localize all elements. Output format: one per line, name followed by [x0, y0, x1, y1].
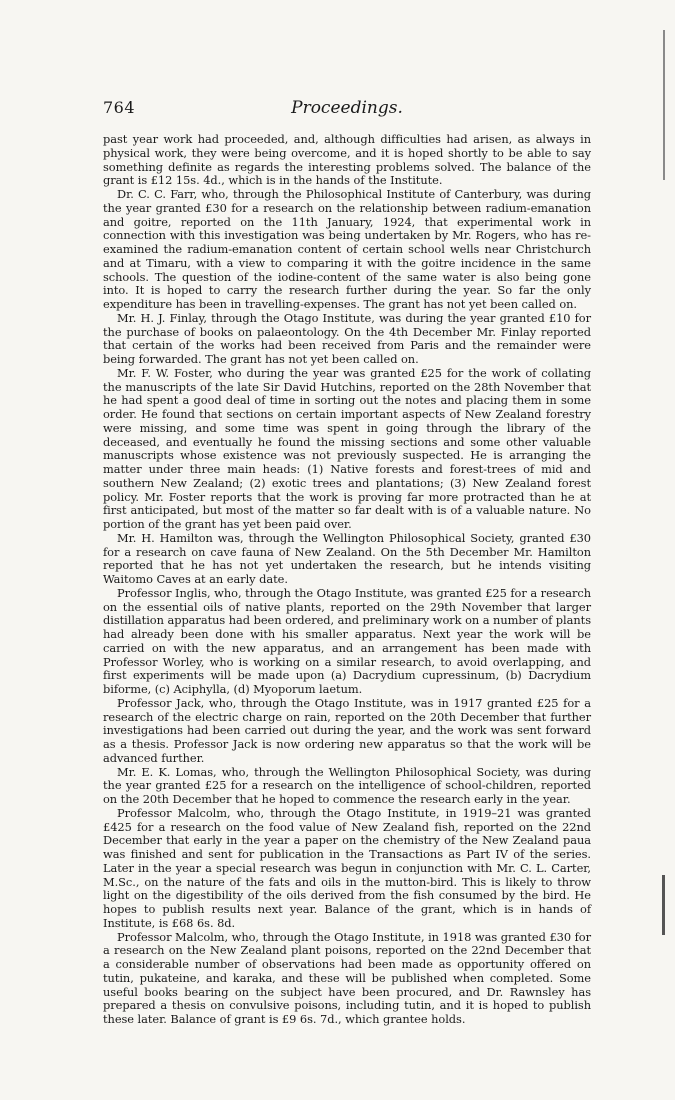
paragraph-malcolm-fish: Professor Malcolm, who, through the Otago Institute, in 1919–21 was granted £425 for a research on the food value of New Zealand fish, reported on the 22nd December that early in the year a paper on the chemistry of the New Zealand paua was finished and sent for publication in the Transactions as Part IV of the series. Later in the year a special research was begun in conjunction with Mr. C. L. Carter, M.Sc., on the nature of the fats and oils in the mutton-bird. This is likely to throw light on the digestibility of the oils derived from the fish consumed by the bird. He hopes to publish results next year. Balance of the grant, which is in hands of Institute, is £68 6s. 8d. [103, 805, 591, 930]
paragraph-malcolm-poisons: Professor Malcolm, who, through the Otago Institute, in 1918 was granted £30 for a research on the New Zealand plant poisons, reported on the 22nd December that a considerable number of observations had been made as opportunity offered on tutin, pukateine, and karaka, and these will be published when completed. Some useful books bearing on the subject have been procured, and Dr. Rawnsley has prepared a thesis on convulsive poisons, including tutin, and it is hoped to publish these later. Balance of grant is £9 6s. 7d., which grantee holds. [103, 929, 591, 1026]
paragraph-continuation: past year work had proceeded, and, although difficulties had arisen, as always in physical work, they were being overcome, and it is hoped shortly to be able to say something definite as regards the interesting problems solved. The balance of the grant is £12 15s. 4d., which is in the hands of the Institute. [103, 132, 591, 188]
paragraph-hamilton: Mr. H. Hamilton was, through the Wellington Philosophical Society, granted £30 for a research on cave fauna of New Zealand. On the 5th December Mr. Hamilton reported that he has not yet undertaken the research, but he intends visiting Waitomo Caves at an early date. [103, 530, 591, 586]
running-title: Proceedings. [291, 98, 403, 118]
page-number: 764 [103, 98, 136, 117]
paragraph-inglis: Professor Inglis, who, through the Otago Institute, was granted £25 for a research on the essential oils of native plants, reported on the 29th November that larger distillation apparatus had been ordered, and preliminary work on a number of plants had already been done with his smaller apparatus. Next year the work will be carried on with the new apparatus, and an arrangement has been made with Professor Worley, who is working on a similar research, to avoid overlapping, and first experiments will be made upon (a) Dacrydium cupressinum, (b) Dacrydium biforme, (c) Aciphylla, (d) Myoporum laetum. [103, 585, 591, 696]
paragraph-jack: Professor Jack, who, through the Otago Institute, was in 1917 granted £25 for a research of the electric charge on rain, reported on the 20th December that further investigations had been carried out during the year, and the work was sent forward as a thesis. Professor Jack is now ordering new apparatus so that the work will be advanced further. [103, 695, 591, 765]
paragraph-finlay: Mr. H. J. Finlay, through the Otago Institute, was during the year granted £10 for the purchase of books on palaeontology. On the 4th December Mr. Finlay reported that certain of the works had been received from Paris and the remainder were being forwarded. The grant has not yet been called on. [103, 310, 591, 366]
scan-edge-mark-bottom [662, 875, 665, 935]
paragraph-foster: Mr. F. W. Foster, who during the year was granted £25 for the work of collating the manuscripts of the late Sir David Hutchins, reported on the 28th November that he had spent a good deal of time in sorting out the notes and placing them in some order. He found that sections on certain important aspects of New Zealand forestry were missing, and some time was spent in going through the library of the deceased, and eventually he found the missing sections and some other valuable manuscripts whose existence was not previously suspected. He is arranging the matter under three main heads: (1) Native forests and forest-trees of mid and southern New Zealand; (2) exotic trees and plantations; (3) New Zealand forest policy. Mr. Foster reports that the work is proving far more protracted than he at first anticipated, but most of the matter so far dealt with is of a valuable nature. No portion of the grant has yet been paid over. [103, 365, 591, 531]
paragraph-farr: Dr. C. C. Farr, who, through the Philosophical Institute of Canterbury, was during the year granted £30 for a research on the relationship between radium-emanation and goitre, reported on the 11th January, 1924, that experimental work in connection with this investigation was being undertaken by Mr. Rogers, who has re-examined the radium-emanation content of certain school wells near Christchurch and at Timaru, with a view to comparing it with the goitre incidence in the same schools. The question of the iodine-content of the same water is also being gone into. It is hoped to carry the research further during the year. So far the only expenditure has been in travelling-expenses. The grant has not yet been called on. [103, 187, 591, 311]
paragraph-lomas: Mr. E. K. Lomas, who, through the Wellington Philosophical Society, was during the year granted £25 for a research on the intelligence of school-children, reported on the 20th December that he hoped to commence the research early in the year. [103, 764, 591, 806]
body-text [103, 133, 591, 1027]
page-header [103, 98, 591, 120]
scan-edge-mark-top [663, 30, 665, 180]
